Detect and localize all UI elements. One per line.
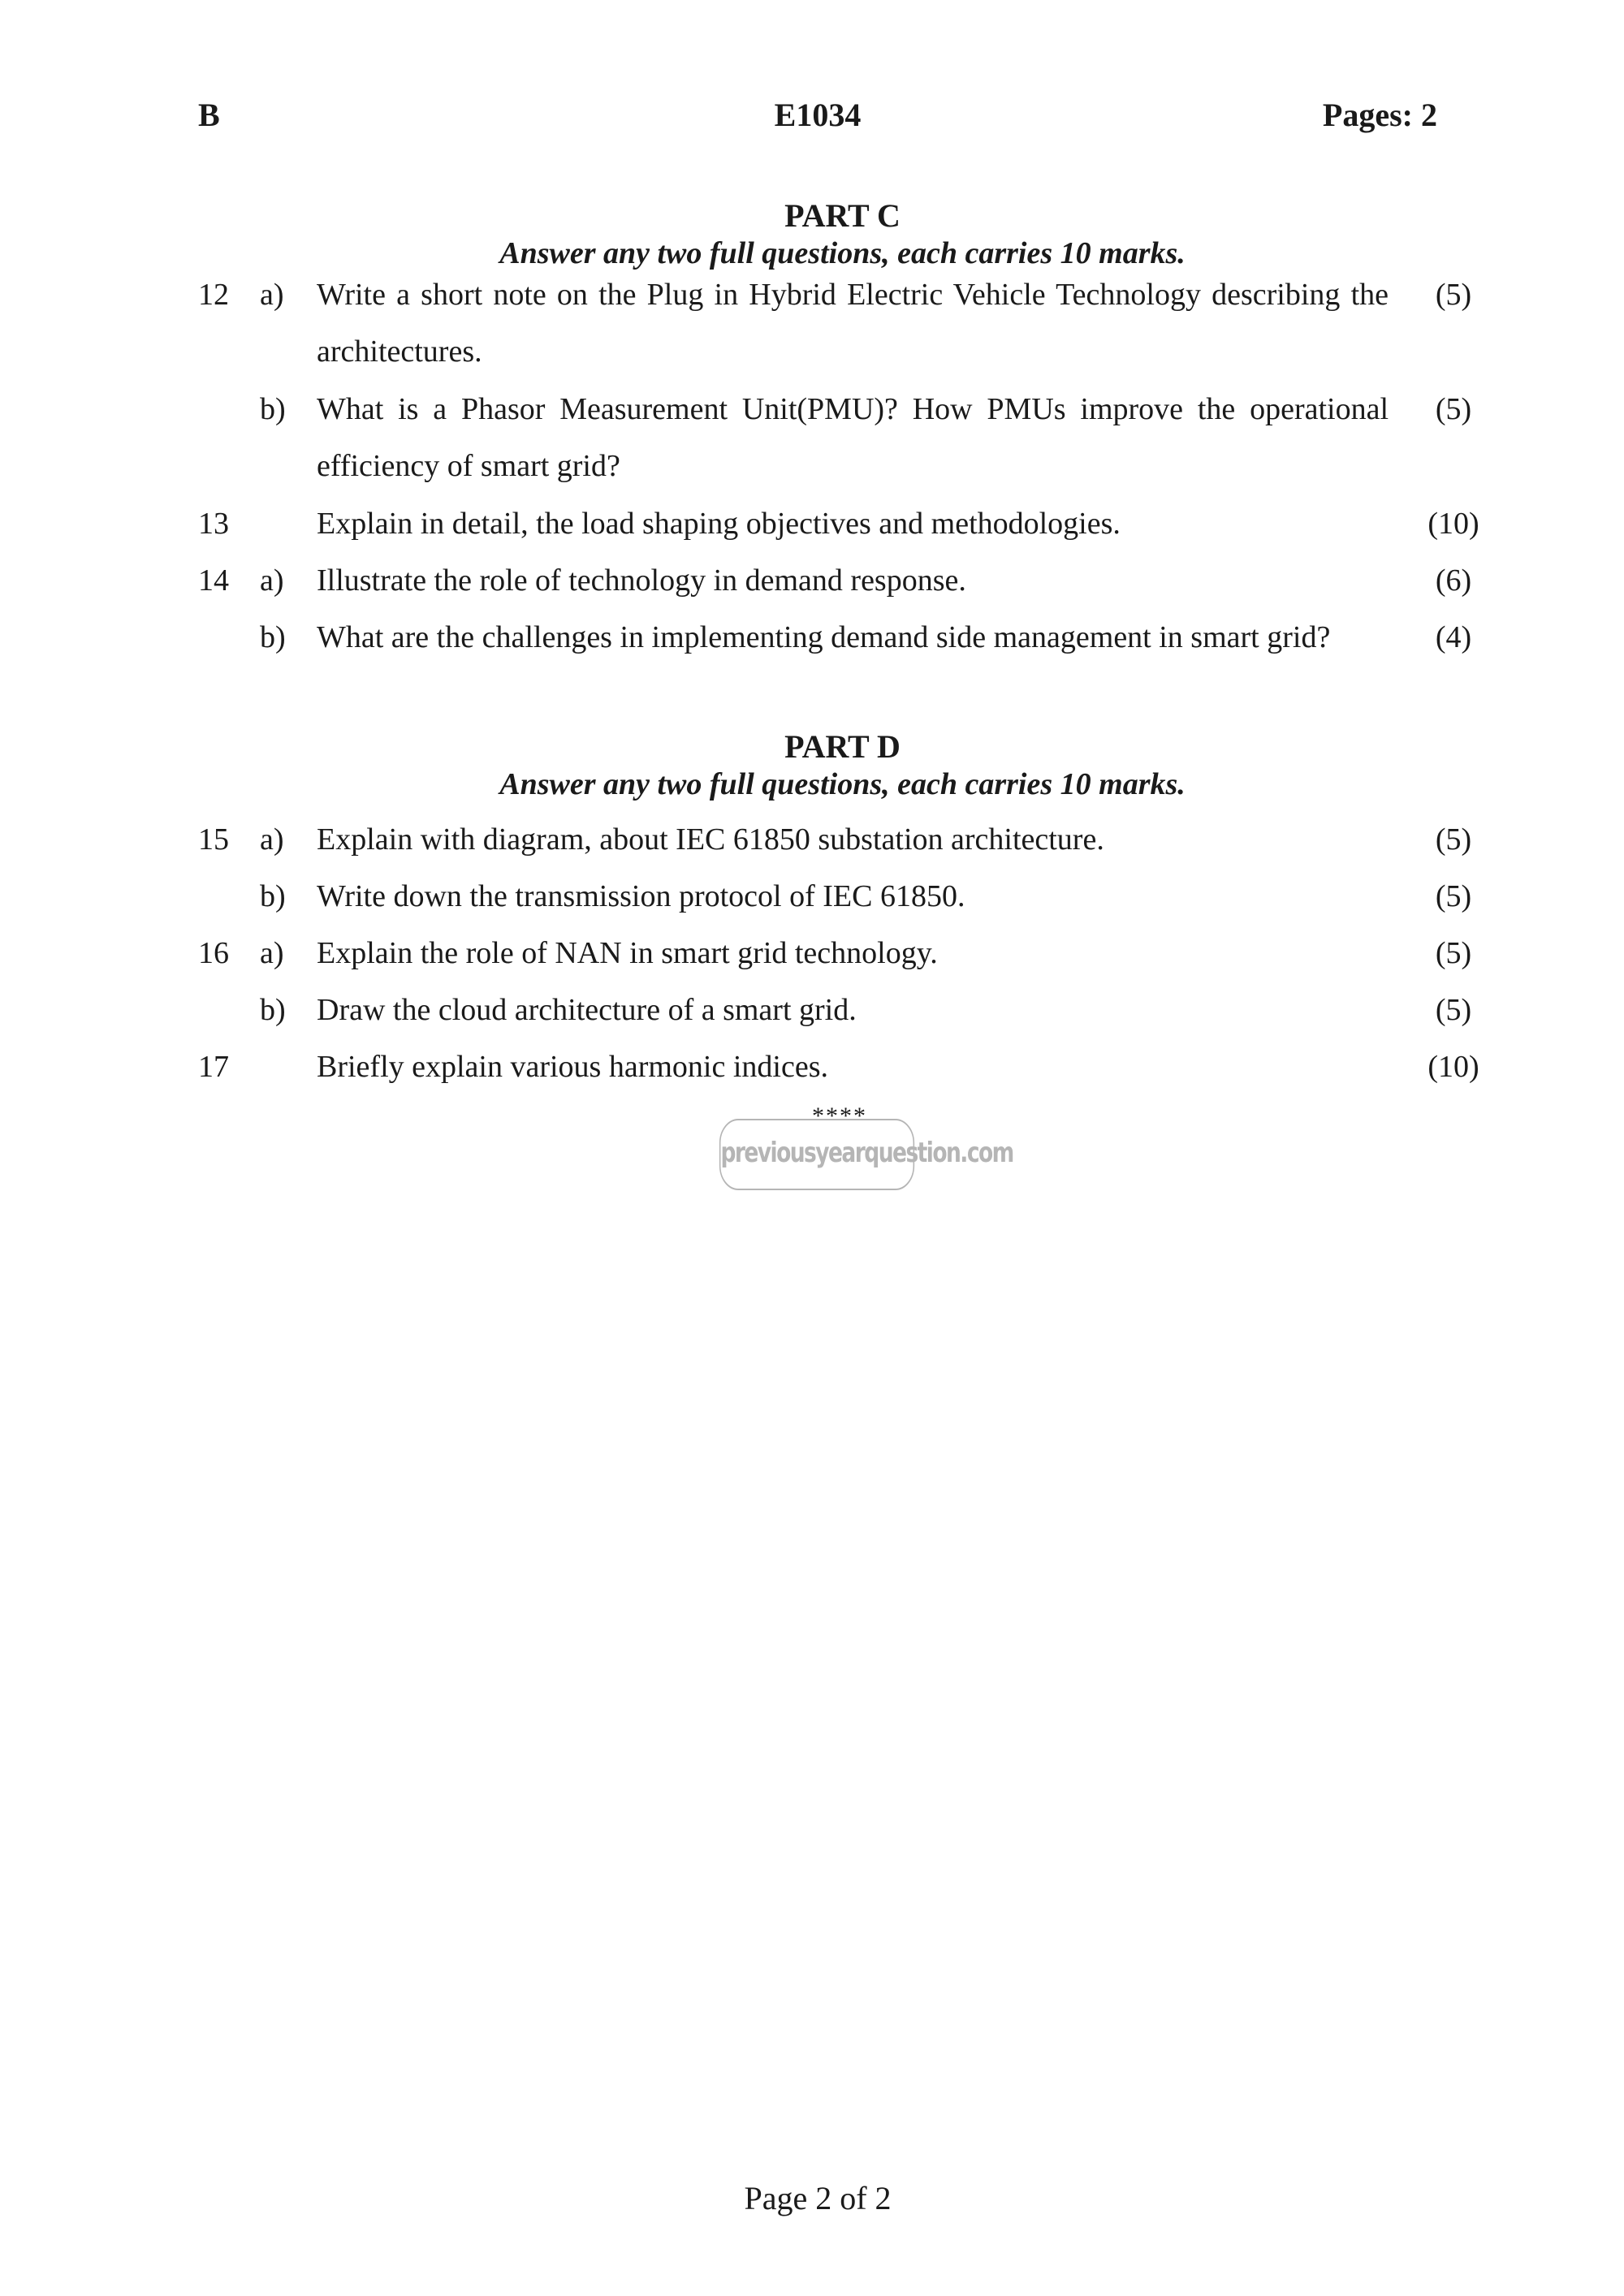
page-number: Page 2 of 2 [744,2180,892,2216]
part-c-instruction: Answer any two full questions, each carries 10 marks. [499,236,1186,270]
marks: (10) [1427,1050,1479,1084]
marks: (10) [1427,507,1479,541]
question-text: Write down the transmission protocol of IEC 61850. [317,879,965,913]
marks: (4) [1435,620,1472,654]
question-text: Explain the role of NAN in smart grid technology. [317,936,938,970]
subquestion-label: b) [260,993,286,1027]
question-text: What is a Phasor Measurement Unit(PMU)? How PMUs improve the operational efficiency of smart grid? [317,392,1389,483]
marks: (5) [1435,392,1472,426]
question-number: 14 [198,563,229,598]
page-footer [0,2179,1624,2217]
question-number: 16 [198,936,229,970]
marks: (5) [1435,936,1472,970]
part-d-instruction: Answer any two full questions, each carries 10 marks. [499,767,1186,801]
question-text: Draw the cloud architecture of a smart grid. [317,993,857,1027]
subquestion-label: b) [260,620,286,654]
marks: (5) [1435,993,1472,1027]
question-text: Briefly explain various harmonic indices. [317,1050,828,1084]
question-number: 15 [198,822,229,857]
series-label: B [198,97,220,133]
subquestion-label: a) [260,563,284,598]
watermark-logo: previousyearquestion.com [719,1119,914,1190]
exam-code-text: E1034 [774,97,862,133]
question-number: 13 [198,507,229,541]
question-number: 12 [198,278,229,312]
marks: (5) [1435,822,1472,857]
question-text: Explain with diagram, about IEC 61850 substation architecture. [317,822,1104,857]
subquestion-label: a) [260,278,284,312]
subquestion-label: a) [260,936,284,970]
question-text: Explain in detail, the load shaping objectives and methodologies. [317,507,1121,541]
part-c-title: PART C [784,197,901,234]
part-d-title: PART D [784,728,901,765]
question-text: Illustrate the role of technology in demand response. [317,563,966,598]
end-marker: **** [812,1103,867,1129]
marks: (6) [1435,563,1472,598]
question-number: 17 [198,1050,229,1084]
subquestion-label: b) [260,392,286,426]
question-text: Write a short note on the Plug in Hybrid Electric Vehicle Technology describing the architectures. [317,278,1389,369]
question-text: What are the challenges in implementing demand side management in smart grid? [317,620,1331,654]
subquestion-label: a) [260,822,284,857]
subquestion-label: b) [260,879,286,913]
marks: (5) [1435,879,1472,913]
page-count: Pages: 2 [1322,97,1437,133]
marks: (5) [1435,278,1472,312]
